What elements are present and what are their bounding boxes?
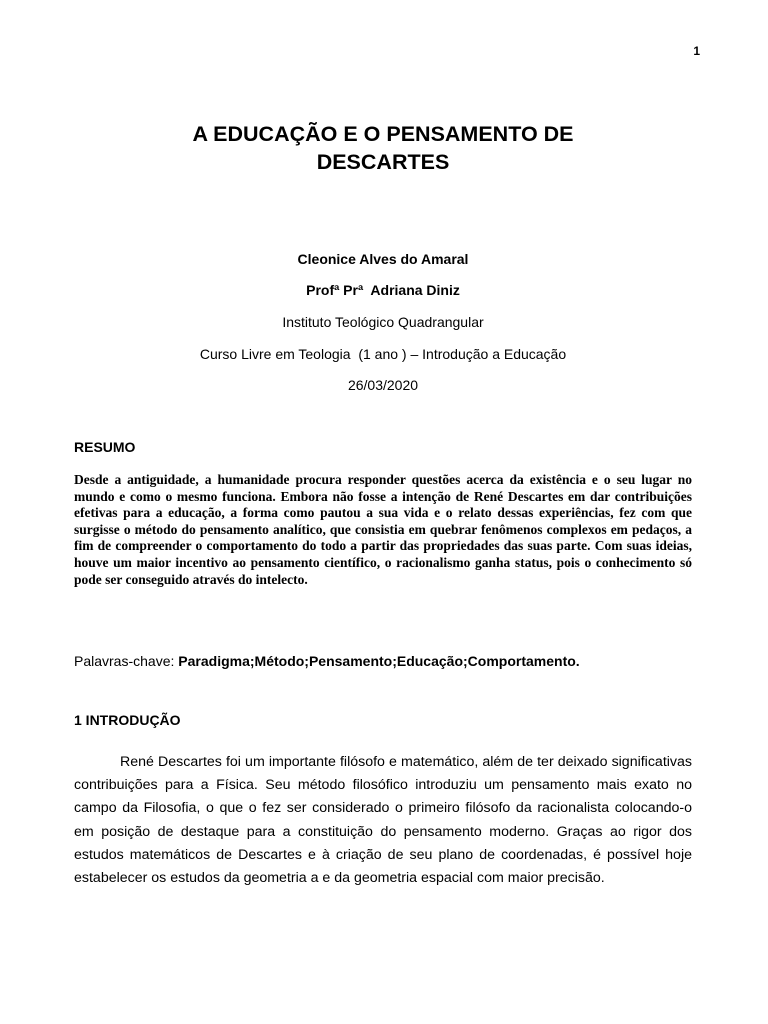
document-title-line-2: DESCARTES	[316, 150, 450, 174]
page-number: 1	[693, 44, 700, 58]
course-name: Curso Livre em Teologia (1 ano ) – Introdução a Educação	[199, 346, 567, 362]
advisor-name: Profª Prª Adriana Diniz	[306, 282, 460, 298]
document-title-line-1: A EDUCAÇÃO E O PENSAMENTO DE	[192, 122, 574, 146]
keywords-line	[74, 652, 692, 670]
document-title	[74, 120, 692, 176]
author-name: Cleonice Alves do Amaral	[297, 251, 469, 267]
institution-name: Instituto Teológico Quadrangular	[282, 314, 484, 330]
document-date: 26/03/2020	[347, 377, 419, 393]
keywords-label: Palavras-chave:	[74, 653, 175, 669]
introduction-heading: 1 INTRODUÇÃO	[74, 712, 181, 728]
abstract-heading: RESUMO	[74, 439, 136, 455]
introduction-text: René Descartes foi um importante filósofo e matemático, além de ter deixado significativas contribuições para a Física. Seu método filosófico introduziu um pensamento mais exato no campo da Filosofia, o que o fez ser considerado o primeiro filósofo da racionalista colocando-o em posição de destaque para a constituição do pensamento moderno. Graças ao rigor dos estudos matemáticos de Descartes e à criação de seu plano de coordenadas, é possível hoje estabelecer os estudos da geometria a e da geometria espacial com maior precisão.	[74, 754, 692, 887]
abstract-text: Desde a antiguidade, a humanidade procura responder questões acerca da existência e o seu lugar no mundo e como o mesmo funciona. Embora não fosse a intenção de René Descartes em dar contribuições efetivas para a educação, a forma como pautou a sua vida e o relato dessas experiências, fez com que surgisse o método do pensamento analítico, que consistia em quebrar fenômenos complexos em pedaços, a fim de compreender o comportamento do todo a partir das propriedades das suas parte. Com suas ideias, houve um maior incentivo ao pensamento científico, o racionalismo ganha status, pois o conhecimento só pode ser conseguido através do intelecto.	[74, 472, 692, 587]
keywords-value: Paradigma;Método;Pensamento;Educação;Comportamento.	[178, 653, 580, 669]
